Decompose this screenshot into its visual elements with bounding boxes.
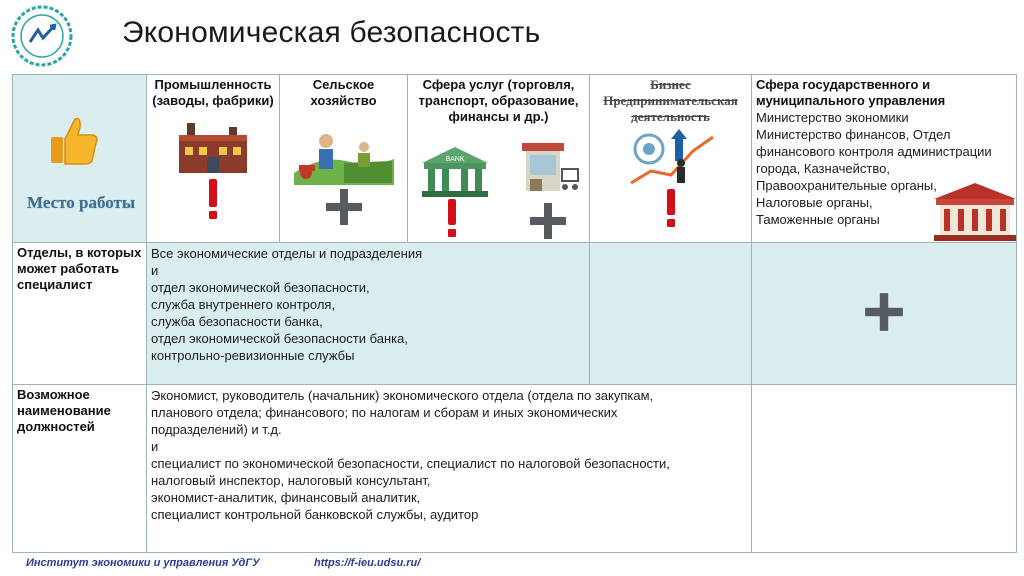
workplace-cell <box>13 75 147 243</box>
workplace-label: Место работы <box>27 193 136 212</box>
bank-sign: BANK <box>445 156 465 163</box>
plus-icon <box>324 187 364 227</box>
list-item: налоговый инспектор, налоговый консультант, <box>151 473 431 488</box>
departments-row <box>13 243 1017 385</box>
list-item: Все экономические отделы и подразделения <box>151 246 423 261</box>
business-growth-icon <box>621 127 721 189</box>
government-item: Таможенные органы <box>756 212 880 227</box>
farm-icon <box>294 123 394 185</box>
header-agriculture <box>280 75 408 243</box>
exclamation-icon <box>661 189 681 229</box>
list-item: служба внутреннего контроля, <box>151 297 336 312</box>
list-item: и <box>151 263 159 278</box>
positions-cell <box>147 385 752 553</box>
business-line1: Бизнес <box>650 77 691 92</box>
positions-list <box>151 387 747 523</box>
positions-label: Возможное наименование должностей <box>13 385 147 553</box>
list-item: специалист по экономической безопасности, специалист по налоговой безопасности, <box>151 456 670 471</box>
list-item: контрольно-ревизионные службы <box>151 348 355 363</box>
header-industry-label: Промышленность (заводы, фабрики) <box>152 77 274 108</box>
page-title: Экономическая безопасность <box>122 16 541 49</box>
header-government <box>752 75 1017 243</box>
business-line2: Предпринимательская <box>603 93 738 108</box>
list-item: специалист контрольной банковской службы, аудитор <box>151 507 479 522</box>
list-item: планового отдела; финансового; по налогам и сборам и иных экономических <box>151 405 618 420</box>
header-services-label: Сфера услуг (торговля, транспорт, образование, финансы и др.) <box>418 77 579 124</box>
specialization-table <box>12 74 1017 553</box>
departments-cell <box>147 243 590 385</box>
header-business <box>590 75 752 243</box>
factory-icon <box>173 119 253 175</box>
header-services <box>408 75 590 243</box>
footer-link[interactable]: https://f-ieu.udsu.ru/ <box>314 557 421 569</box>
header-business-label <box>594 77 747 125</box>
plus-icon <box>528 201 568 241</box>
thumbs-up-icon <box>45 113 101 169</box>
list-item: подразделений) и т.д. <box>151 422 282 437</box>
header-industry <box>147 75 280 243</box>
list-item: служба безопасности банка, <box>151 314 323 329</box>
university-logo <box>10 4 74 68</box>
government-item: Налоговые органы, <box>756 195 873 210</box>
government-building-icon <box>932 181 1017 241</box>
list-item: и <box>151 439 159 454</box>
exclamation-icon <box>442 199 462 239</box>
header-government-title: Сфера государственного и муниципального управления <box>756 77 946 108</box>
footer-institute: Институт экономики и управления УдГУ <box>26 557 260 569</box>
government-item: Министерство финансов, Отдел финансового контроля администрации города, Казначейство, <box>756 127 992 176</box>
shop-icon <box>512 141 582 197</box>
departments-label: Отделы, в которых может работать специалист <box>13 243 147 385</box>
list-item: Экономист, руководитель (начальник) экономического отдела (отдела по закупкам, <box>151 388 654 403</box>
business-line3: деятельность <box>631 109 710 124</box>
list-item: экономист-аналитик, финансовый аналитик, <box>151 490 421 505</box>
government-item: Министерство экономики <box>756 110 909 125</box>
departments-list <box>151 245 585 364</box>
positions-government-cell <box>752 385 1017 553</box>
government-item: Правоохранительные органы, <box>756 178 937 193</box>
plus-icon <box>863 291 905 333</box>
list-item: отдел экономической безопасности банка, <box>151 331 408 346</box>
header-row <box>13 75 1017 243</box>
header-agriculture-label: Сельское хозяйство <box>310 77 377 108</box>
departments-government-cell <box>752 243 1017 385</box>
departments-business-cell <box>590 243 752 385</box>
list-item: отдел экономической безопасности, <box>151 280 370 295</box>
exclamation-icon <box>203 177 223 221</box>
positions-row <box>13 385 1017 553</box>
bank-icon <box>420 145 490 197</box>
